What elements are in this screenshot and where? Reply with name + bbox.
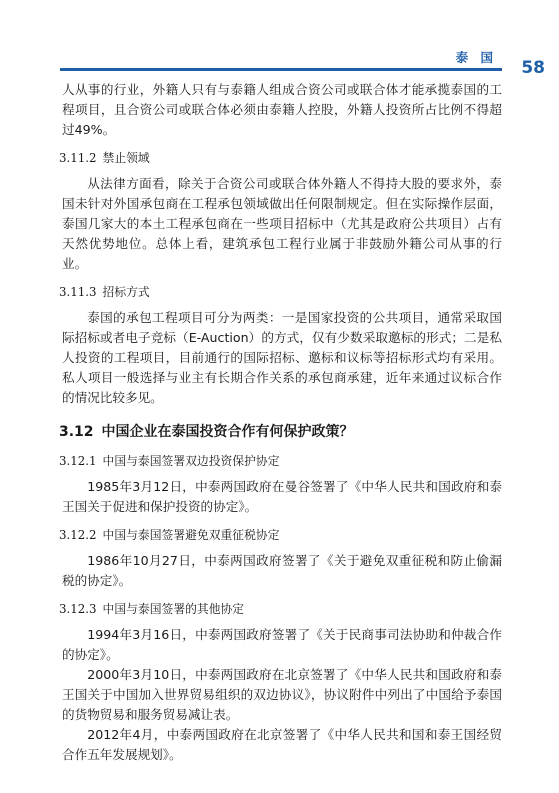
subsection-heading-3-12-3 <box>59 600 502 618</box>
subsection-heading-3-12-1 <box>59 452 502 470</box>
header-rule <box>60 68 502 71</box>
subsection-heading-3-11-2 <box>59 149 502 167</box>
subsection-number: 3.12.2 <box>59 528 97 542</box>
paragraph-five-year-plan: 2012年4月，中泰两国政府在北京签署了《中华人民共和国和泰王国经贸合作五年发展规划》。 <box>62 727 502 762</box>
page-number: 58 <box>521 58 545 78</box>
section-number: 3.12 <box>59 424 94 440</box>
paragraph-bidding-methods: 泰国的承包工程项目可分为两类：一是国家投资的公共项目，通常采取国际招标或者电子竞标（E-Auction）的方式，仅有少数采取邀标的形式；二是私人投资的工程项目，目前通行的国际招标、邀标和议标等招标形式均有采用。私人项目一般选择与业主有长期合作关系的承包商承建，近年来通过议标合作的情况比较多见。 <box>62 310 502 405</box>
running-header-title: 泰 国 <box>455 50 497 65</box>
paragraph-investment-protection: 1985年3月12日，中泰两国政府在曼谷签署了《中华人民共和国政府和泰王国关于促进和保护投资的协定》。 <box>62 479 502 514</box>
page-body <box>59 80 502 765</box>
paragraph-prohibited-fields: 从法律方面看，除关于合资公司或联合体外籍人不得持大股的要求外，泰国未针对外国承包商在工程承包领域做出任何限制规定。但在实际操作层面，泰国几家大的本土工程承包商在一些项目招标中（尤其是政府公共项目）占有天然优势地位。总体上看，建筑承包工程行业属于非鼓励外籍公司从事的行业。 <box>62 176 502 271</box>
subsection-number: 3.11.2 <box>59 151 97 165</box>
subsection-heading-3-11-3 <box>59 283 502 301</box>
section-heading-3-12 <box>59 422 502 442</box>
subsection-title: 中国与泰国签署避免双重征税协定 <box>102 528 280 542</box>
subsection-title: 中国与泰国签署双边投资保护协定 <box>102 454 280 468</box>
paragraph-judicial-assistance: 1994年3月16日，中泰两国政府签署了《关于民商事司法协助和仲裁合作的协定》。 <box>62 627 502 662</box>
subsection-title: 中国与泰国签署的其他协定 <box>102 602 245 616</box>
intro-paragraph: 人从事的行业，外籍人只有与泰籍人组成合资公司或联合体才能承揽泰国的工程项目，且合资公司或联合体必须由泰籍人控股，外籍人投资所占比例不得超过49%。 <box>62 82 502 137</box>
paragraph-wto-agreement: 2000年3月10日，中泰两国政府在北京签署了《中华人民共和国政府和泰王国关于中国加入世界贸易组织的双边协议》，协议附件中列出了中国给予泰国的货物贸易和服务贸易减让表。 <box>62 667 502 722</box>
section-title: 中国企业在泰国投资合作有何保护政策？ <box>101 424 354 440</box>
subsection-title: 禁止领域 <box>102 151 150 165</box>
paragraph-double-taxation: 1986年10月27日，中泰两国政府签署了《关于避免双重征税和防止偷漏税的协定》。 <box>62 553 502 588</box>
subsection-number: 3.12.1 <box>59 454 97 468</box>
subsection-title: 招标方式 <box>102 285 150 299</box>
subsection-number: 3.12.3 <box>59 602 97 616</box>
subsection-number: 3.11.3 <box>59 285 97 299</box>
subsection-heading-3-12-2 <box>59 526 502 544</box>
